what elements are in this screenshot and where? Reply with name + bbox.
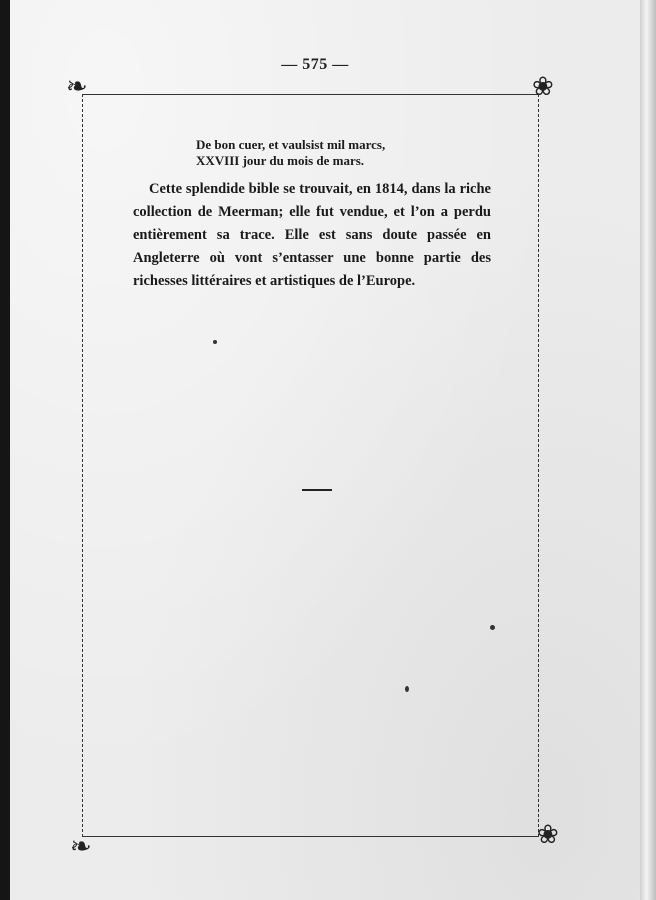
section-rule bbox=[302, 489, 332, 491]
ink-speck bbox=[405, 686, 409, 692]
ink-speck bbox=[213, 340, 217, 344]
corner-ornament-icon: ❧ bbox=[66, 72, 88, 102]
verse-line: XXVIII jour du mois de mars. bbox=[196, 153, 365, 168]
verse-quote bbox=[196, 137, 385, 169]
page-number: — 575 — bbox=[281, 56, 349, 73]
book-page bbox=[10, 0, 640, 900]
corner-ornament-icon: ❀ bbox=[537, 820, 559, 850]
corner-ornament-icon: ❧ bbox=[70, 832, 92, 862]
verse-line: De bon cuer, et vaulsist mil marcs, bbox=[196, 137, 386, 152]
page-edge bbox=[640, 0, 656, 900]
body-text: Cette splendide bible se trouvait, en 1814, dans la riche collection de Meerman; elle fut vendue, et l’on a perdu entièrement sa trace. Elle est sans doute passée en Angleterre où vont s’entasser une bonne partie des richesses littéraires et artistiques de l’Europe. bbox=[133, 181, 491, 289]
body-paragraph bbox=[133, 178, 491, 293]
corner-ornament-icon: ❀ bbox=[532, 72, 554, 102]
ink-speck bbox=[490, 625, 495, 630]
